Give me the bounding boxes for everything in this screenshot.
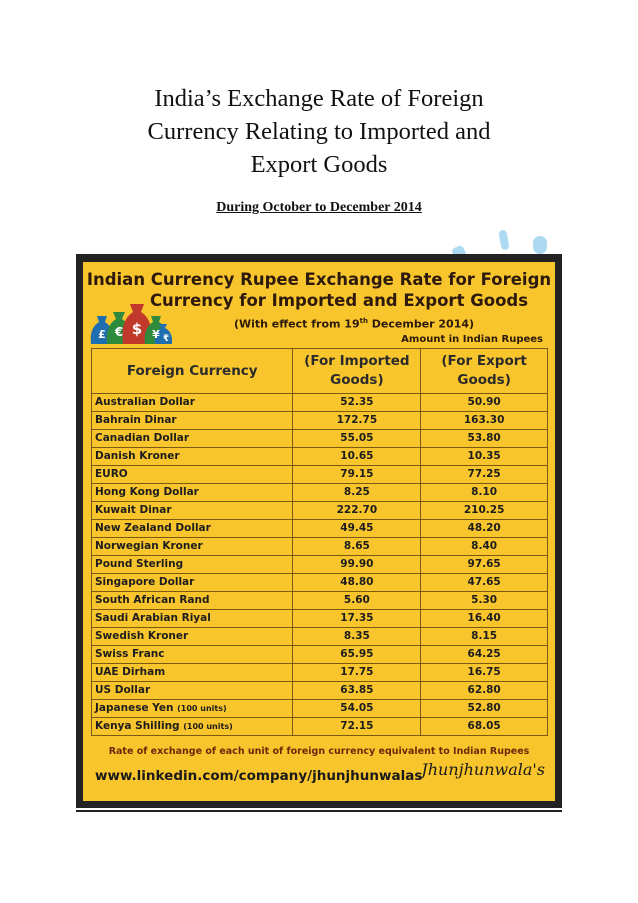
currency-cell [92, 592, 293, 610]
table-row [92, 466, 548, 484]
table-row [92, 520, 548, 538]
table-row [92, 700, 548, 718]
export-rate-cell: 47.65 [421, 574, 548, 592]
currency-cell [92, 610, 293, 628]
currency-name: US Dollar [95, 684, 151, 696]
effective-date [153, 317, 555, 331]
table-row [92, 556, 548, 574]
export-rate-cell: 16.40 [421, 610, 548, 628]
export-rate-cell: 10.35 [421, 448, 548, 466]
imported-rate-cell: 55.05 [293, 430, 421, 448]
currency-name: Kenya Shilling [95, 720, 180, 732]
imported-rate-cell: 17.35 [293, 610, 421, 628]
currency-cell [92, 646, 293, 664]
currency-cell [92, 556, 293, 574]
table-row [92, 664, 548, 682]
currency-cell [92, 430, 293, 448]
export-rate-cell: 68.05 [421, 718, 548, 736]
table-row [92, 682, 548, 700]
footer-note: Rate of exchange of each unit of foreign currency equivalent to Indian Rupees [108, 746, 530, 757]
poster-heading-line-1: Indian Currency Rupee Exchange Rate for Foreign [86, 270, 552, 289]
title-line-2: Currency Relating to Imported and [147, 118, 491, 145]
table-row [92, 484, 548, 502]
currency-name: Pound Sterling [95, 558, 184, 570]
export-rate-cell: 210.25 [421, 502, 548, 520]
export-rate-cell: 16.75 [421, 664, 548, 682]
currency-cell [92, 682, 293, 700]
export-header-line-2: Goods) [457, 372, 511, 388]
imported-rate-cell: 79.15 [293, 466, 421, 484]
currency-name: Norwegian Kroner [95, 540, 203, 552]
imported-rate-cell: 8.35 [293, 628, 421, 646]
footer-url[interactable]: www.linkedin.com/company/jhunjhunwalas [95, 768, 423, 784]
effective-date-suffix: December 2014) [367, 317, 475, 331]
title-line-1: India’s Exchange Rate of Foreign [154, 85, 484, 112]
signature: Jhunjhunwala's [421, 760, 545, 779]
export-rate-cell: 50.90 [421, 394, 548, 412]
table-row [92, 502, 548, 520]
currency-name: Singapore Dollar [95, 576, 195, 588]
currency-cell [92, 484, 293, 502]
currency-cell [92, 412, 293, 430]
imported-rate-cell: 99.90 [293, 556, 421, 574]
export-rate-cell: 8.10 [421, 484, 548, 502]
export-rate-cell: 48.20 [421, 520, 548, 538]
export-rate-cell: 64.25 [421, 646, 548, 664]
bag-symbol: ₹ [162, 334, 170, 344]
export-rate-cell: 8.15 [421, 628, 548, 646]
table-row [92, 430, 548, 448]
currency-name: South African Rand [95, 594, 210, 606]
effective-date-prefix: (With effect from 19 [233, 317, 360, 331]
bag-symbol: £ [98, 328, 106, 341]
column-header-export [421, 349, 548, 394]
currency-name: Kuwait Dinar [95, 504, 172, 516]
currency-name: Bahrain Dinar [95, 414, 177, 426]
imported-rate-cell: 8.25 [293, 484, 421, 502]
currency-name: UAE Dirham [95, 666, 166, 678]
table-row [92, 394, 548, 412]
document-title [60, 82, 578, 181]
table-row [92, 592, 548, 610]
currency-name: New Zealand Dollar [95, 522, 211, 534]
imported-rate-cell: 52.35 [293, 394, 421, 412]
currency-name: Saudi Arabian Riyal [95, 612, 211, 624]
imported-header-line-1: (For Imported [304, 353, 410, 369]
bag-symbol: € [114, 325, 124, 339]
imported-rate-cell: 48.80 [293, 574, 421, 592]
bag-symbol: $ [131, 320, 143, 338]
imported-rate-cell: 8.65 [293, 538, 421, 556]
export-rate-cell: 97.65 [421, 556, 548, 574]
export-header-line-1: (For Export [441, 353, 527, 369]
imported-rate-cell: 49.45 [293, 520, 421, 538]
table-header-row [92, 349, 548, 394]
table-row [92, 646, 548, 664]
column-header-currency: Foreign Currency [92, 349, 293, 394]
amount-note: Amount in Indian Rupees [401, 334, 543, 345]
imported-rate-cell: 65.95 [293, 646, 421, 664]
currency-cell [92, 466, 293, 484]
bag-symbol: ¥ [152, 328, 160, 341]
table-row [92, 574, 548, 592]
table-row [92, 628, 548, 646]
currency-name: Swedish Kroner [95, 630, 189, 642]
currency-cell [92, 628, 293, 646]
export-rate-cell: 77.25 [421, 466, 548, 484]
imported-rate-cell: 222.70 [293, 502, 421, 520]
imported-rate-cell: 10.65 [293, 448, 421, 466]
exchange-rate-poster [83, 262, 555, 801]
currency-cell [92, 718, 293, 736]
export-rate-cell: 62.80 [421, 682, 548, 700]
currency-cell [92, 502, 293, 520]
export-rate-cell: 8.40 [421, 538, 548, 556]
table-row [92, 448, 548, 466]
imported-rate-cell: 172.75 [293, 412, 421, 430]
currency-name: Canadian Dollar [95, 432, 190, 444]
exchange-rate-table [91, 348, 548, 736]
imported-rate-cell: 17.75 [293, 664, 421, 682]
currency-name: Australian Dollar [95, 396, 195, 408]
currency-cell [92, 700, 293, 718]
imported-header-line-2: Goods) [330, 372, 384, 388]
document-subtitle: During October to December 2014 [216, 200, 422, 215]
poster-heading-line-2: Currency for Imported and Export Goods [149, 291, 529, 310]
currency-name: Hong Kong Dollar [95, 486, 199, 498]
currency-cell [92, 574, 293, 592]
column-header-imported [293, 349, 421, 394]
decorative-stroke [533, 236, 547, 254]
export-rate-cell: 5.30 [421, 592, 548, 610]
currency-cell [92, 538, 293, 556]
currency-cell [92, 448, 293, 466]
export-rate-cell: 53.80 [421, 430, 548, 448]
imported-rate-cell: 54.05 [293, 700, 421, 718]
currency-unit: (100 units) [177, 704, 227, 713]
currency-name: Danish Kroner [95, 450, 180, 462]
table-row [92, 412, 548, 430]
table-row [92, 610, 548, 628]
currency-cell [92, 664, 293, 682]
bottom-rule [76, 810, 562, 812]
export-rate-cell: 52.80 [421, 700, 548, 718]
currency-cell [92, 394, 293, 412]
effective-date-sup: th [359, 317, 368, 325]
export-rate-cell: 163.30 [421, 412, 548, 430]
currency-name: EURO [95, 468, 128, 480]
imported-rate-cell: 63.85 [293, 682, 421, 700]
currency-name: Swiss Franc [95, 648, 165, 660]
table-row [92, 538, 548, 556]
decorative-stroke [498, 229, 509, 250]
currency-name: Japanese Yen [95, 702, 174, 714]
currency-cell [92, 520, 293, 538]
imported-rate-cell: 72.15 [293, 718, 421, 736]
currency-unit: (100 units) [183, 722, 233, 731]
exchange-rate-rows [92, 394, 548, 736]
table-row [92, 718, 548, 736]
title-line-3: Export Goods [250, 151, 388, 178]
imported-rate-cell: 5.60 [293, 592, 421, 610]
